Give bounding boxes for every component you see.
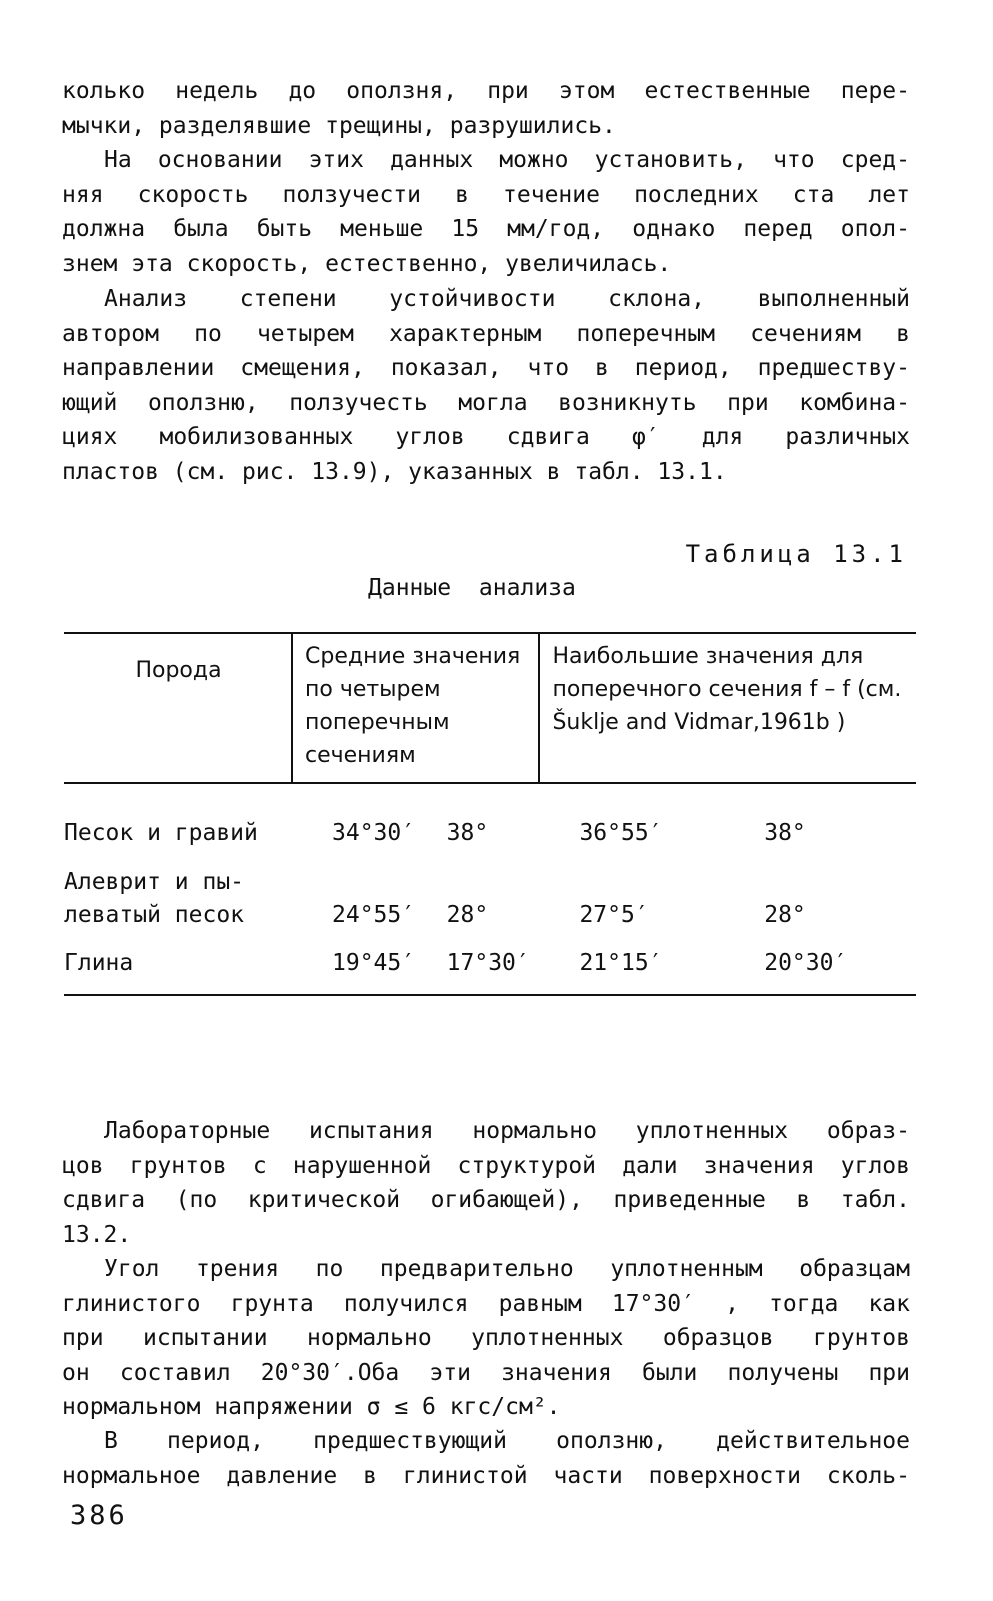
text-line: Анализ степени устойчивости склона, выполненный bbox=[104, 286, 910, 312]
value-cell: 28° bbox=[446, 902, 489, 928]
value-cell: 20°30′ bbox=[764, 950, 848, 976]
value-cell: 24°55′ bbox=[332, 902, 416, 928]
value-cell: 38° bbox=[764, 820, 806, 846]
rock-name bbox=[64, 850, 292, 932]
text-line: цов грунтов с нарушенной структурой дали значения углов bbox=[62, 1152, 910, 1179]
paragraph-4 bbox=[62, 1114, 910, 1252]
rock-name: Песок и гравий bbox=[64, 820, 258, 846]
rock-name-line: леватый песок bbox=[64, 902, 245, 928]
text-line: Угол трения по предварительно уплотненным образцам bbox=[104, 1256, 910, 1282]
text-line: при испытании нормально уплотненных образцов грунтов bbox=[62, 1325, 910, 1351]
paragraph-1 bbox=[62, 74, 910, 143]
text-line: сдвига (по критической огибающей), приведенные в табл. bbox=[62, 1187, 910, 1213]
text-line: ющий оползню, ползучесть могла возникнуть при комбина- bbox=[62, 389, 910, 416]
text-line: направлении смещения, показал, что в период, предшеству- bbox=[62, 355, 910, 381]
paragraph-2 bbox=[62, 143, 910, 281]
value-cell: 38° bbox=[446, 820, 489, 846]
paragraph-3 bbox=[62, 282, 910, 489]
rock-name: Глина bbox=[64, 950, 134, 976]
rock-name-line: Алеврит и пы- bbox=[64, 869, 245, 895]
text-line: циях мобилизованных углов сдвига φ′ для различных bbox=[62, 424, 910, 450]
text-line: глинистого грунта получился равным 17°30′ , тогда как bbox=[62, 1290, 910, 1317]
text-line: знем эта скорость, естественно, увеличилась. bbox=[62, 250, 672, 277]
paragraph-5 bbox=[62, 1252, 910, 1425]
value-cell: 36°55′ bbox=[579, 820, 663, 846]
page-number: 386 bbox=[70, 1500, 128, 1531]
table-row bbox=[64, 783, 916, 850]
value-cell: 17°30′ bbox=[446, 950, 530, 976]
value-cell: 27°5′ bbox=[579, 902, 649, 928]
text-line: Лабораторные испытания нормально уплотненных образ- bbox=[104, 1118, 910, 1144]
header-max: Наибольшие значения для поперечного сечения f – f (см. Šuklje and Vidmar,1961b ) bbox=[552, 644, 902, 735]
text-line: На основании этих данных можно установить, что сред- bbox=[104, 147, 910, 173]
table-number: Таблица 13.1 bbox=[685, 540, 907, 568]
table-row bbox=[64, 850, 916, 932]
header-average: Средние значения по четырем поперечным сечениям bbox=[292, 633, 539, 783]
header-rock: Порода bbox=[64, 633, 292, 783]
text-line: должна была быть меньше 15 мм/год, однако перед опол- bbox=[62, 216, 910, 242]
analysis-table bbox=[64, 632, 916, 996]
value-cell: 21°15′ bbox=[579, 950, 663, 976]
table-title: Данные анализа bbox=[368, 575, 576, 601]
text-line: нормальное давление в глинистой части поверхности сколь- bbox=[62, 1462, 910, 1489]
text-line: 13.2. bbox=[62, 1221, 132, 1248]
text-line: нормальном напряжении σ ≤ 6 кгс/см². bbox=[62, 1394, 561, 1420]
text-line: автором по четырем характерным поперечным сечениям в bbox=[62, 320, 910, 347]
text-line: колько недель до оползня, при этом естественные пере- bbox=[62, 78, 910, 104]
text-line: няя скорость ползучести в течение последних ста лет bbox=[62, 181, 910, 208]
text-line: пластов (см. рис. 13.9), указанных в табл. 13.1. bbox=[62, 458, 727, 485]
table-header-row bbox=[64, 633, 916, 783]
table-row bbox=[64, 932, 916, 995]
value-cell: 28° bbox=[764, 902, 806, 928]
text-line: мычки, разделявшие трещины, разрушились. bbox=[62, 112, 616, 139]
text-line: В период, предшествующий оползню, действительное bbox=[104, 1428, 910, 1454]
value-cell: 19°45′ bbox=[332, 950, 416, 976]
text-line: он составил 20°30′.Оба эти значения были получены при bbox=[62, 1359, 910, 1386]
paragraph-6 bbox=[62, 1424, 910, 1493]
value-cell: 34°30′ bbox=[332, 820, 416, 846]
